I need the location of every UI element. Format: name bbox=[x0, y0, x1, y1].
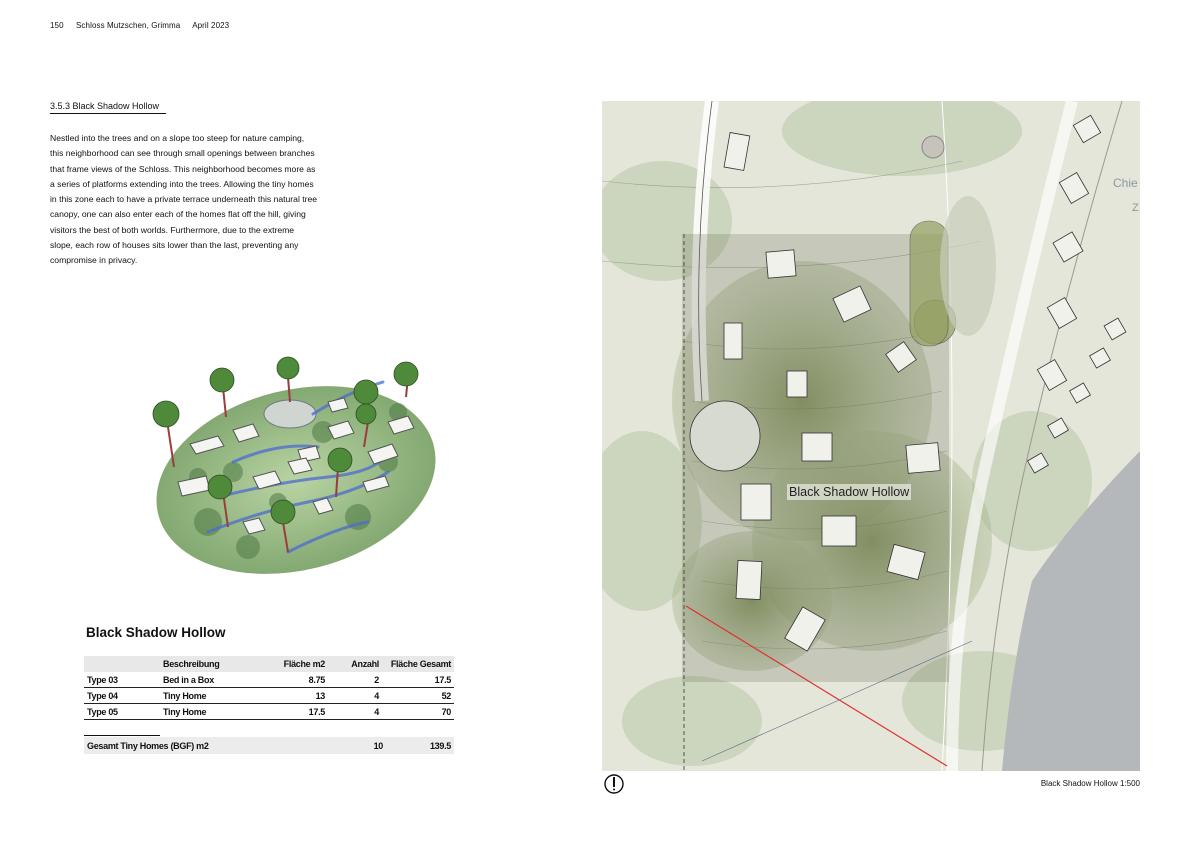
cell: Type 03 bbox=[84, 672, 160, 688]
cell: 8.75 bbox=[262, 672, 328, 688]
cell: Type 05 bbox=[84, 704, 160, 720]
map-caption: Black Shadow Hollow 1:500 bbox=[1040, 779, 1140, 788]
cell: 17.5 bbox=[382, 672, 454, 688]
cell: Bed in a Box bbox=[160, 672, 262, 688]
header-type bbox=[84, 656, 160, 672]
site-plan-map bbox=[602, 101, 1140, 771]
total-label: Gesamt Tiny Homes (BGF) m2 bbox=[84, 737, 316, 754]
total-count: 10 bbox=[328, 737, 386, 754]
project-name: Schloss Mutzschen, Grimma bbox=[75, 21, 181, 30]
publication-date: April 2023 bbox=[192, 21, 230, 30]
page-header bbox=[50, 21, 239, 30]
table-row bbox=[84, 704, 454, 720]
cell: 52 bbox=[382, 688, 454, 704]
cell: 13 bbox=[262, 688, 328, 704]
table-row bbox=[84, 688, 454, 704]
cell: Tiny Home bbox=[160, 704, 262, 720]
cell: 4 bbox=[328, 704, 382, 720]
north-arrow-icon bbox=[604, 774, 624, 794]
section-body: Nestled into the trees and on a slope too steep for nature camping, this neighborhood can see through small openings between branches that frame views of the Schloss. This neighborhood becomes more as a series of platforms extending into the trees. Allowing the tiny homes in this zone each to have a private terrace underneath this natural tree canopy, one can also enter each of the homes flat off the hill, giving visitors the best of both worlds. Furthermore, due to the extreme slope, each row of houses sits lower than the last, preventing any compromise in privacy. bbox=[50, 133, 318, 266]
header-anzahl: Anzahl bbox=[328, 656, 382, 672]
cell: 70 bbox=[382, 704, 454, 720]
cell: Type 04 bbox=[84, 688, 160, 704]
map-edge-label-2: Z bbox=[1132, 202, 1139, 214]
zone-label: Black Shadow Hollow bbox=[789, 485, 910, 499]
cell: 2 bbox=[328, 672, 382, 688]
cell: 17.5 bbox=[262, 704, 328, 720]
page-number: 150 bbox=[50, 21, 64, 30]
table-row bbox=[84, 672, 454, 688]
total-divider bbox=[84, 735, 160, 736]
total-row bbox=[84, 737, 454, 754]
section-title: 3.5.3 Black Shadow Hollow bbox=[50, 101, 166, 114]
neighborhood-sketch bbox=[138, 352, 450, 582]
map-edge-label: Chie bbox=[1113, 176, 1138, 190]
table-header-row bbox=[84, 656, 454, 672]
total-row-table bbox=[84, 737, 454, 754]
table-title: Black Shadow Hollow bbox=[86, 625, 226, 640]
cell: Tiny Home bbox=[160, 688, 262, 704]
cell: 4 bbox=[328, 688, 382, 704]
total-area: 139.5 bbox=[386, 737, 454, 754]
header-beschreibung: Beschreibung bbox=[160, 656, 262, 672]
header-flaeche: Fläche m2 bbox=[262, 656, 328, 672]
header-flaeche-gesamt: Fläche Gesamt bbox=[382, 656, 454, 672]
area-table bbox=[84, 656, 454, 720]
